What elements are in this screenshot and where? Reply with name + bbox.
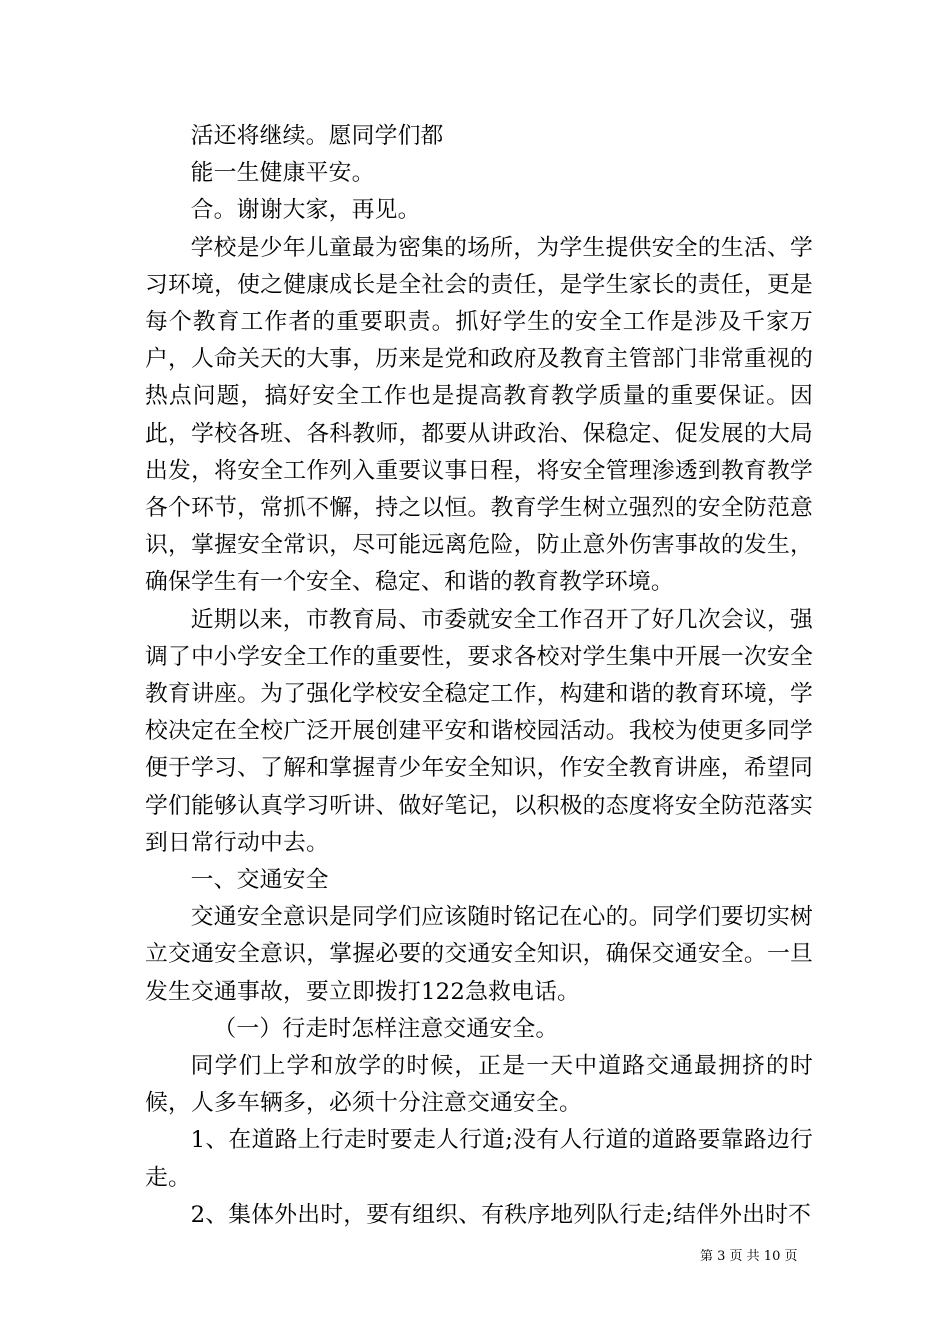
paragraph-1: 活还将继续。愿同学们都 <box>190 123 444 149</box>
paragraph-9: 同学们上学和放学的时候，正是一天中道路交通最拥挤的时候，人多车辆多，必须十分注意交通安全。 <box>145 1053 813 1117</box>
list-item-1: 1、在道路上行走时要走人行道;没有人行道的道路要靠路边行走。 <box>145 1127 813 1191</box>
paragraph-7: 交通安全意识是同学们应该随时铭记在心的。同学们要切实树立交通安全意识，掌握必要的交通安全知识，确保交通安全。一旦发生交通事故，要立即拨打122急救电话。 <box>145 904 813 1005</box>
list-item-2: 2、集体外出时，要有组织、有秩序地列队行走;结伴外出时不 <box>190 1201 812 1228</box>
paragraph-2: 能一生健康平安。 <box>190 160 375 187</box>
section-heading-traffic-safety: 一、交通安全 <box>190 867 329 894</box>
sub-heading-walking-safety: （一）行走时怎样注意交通安全。 <box>213 1015 559 1042</box>
document-body <box>145 118 813 1234</box>
paragraph-4: 学校是少年儿童最为密集的场所，为学生提供安全的生活、学习环境，使之健康成长是全社会的责任，是学生家长的责任，更是每个教育工作者的重要职责。抓好学生的安全工作是涉及千家万户，人命关天的大事，历来是党和政府及教育主管部门非常重视的热点问题，搞好安全工作也是提高教育教学质量的重要保证。因此，学校各班、各科教师，都要从讲政治、保稳定、促发展的大局出发，将安全工作列入重要议事日程，将安全管理渗透到教育教学各个环节，常抓不懈，持之以恒。教育学生树立强烈的安全防范意识，掌握安全常识，尽可能远离危险，防止意外伤害事故的发生，确保学生有一个安全、稳定、和谐的教育教学环境。 <box>145 234 813 596</box>
page-number-footer: 第 3 页 共 10 页 <box>700 1249 798 1264</box>
paragraph-5: 近期以来，市教育局、市委就安全工作召开了好几次会议，强调了中小学安全工作的重要性，要求各校对学生集中开展一次安全教育讲座。为了强化学校安全稳定工作，构建和谐的教育环境，学校决定在全校广泛开展创建平安和谐校园活动。我校为使更多同学便于学习、了解和掌握青少年安全知识，作安全教育讲座，希望同学们能够认真学习听讲、做好笔记，以积极的态度将安全防范落实到日常行动中去。 <box>145 606 813 856</box>
paragraph-3: 合。谢谢大家，再见。 <box>190 197 421 224</box>
